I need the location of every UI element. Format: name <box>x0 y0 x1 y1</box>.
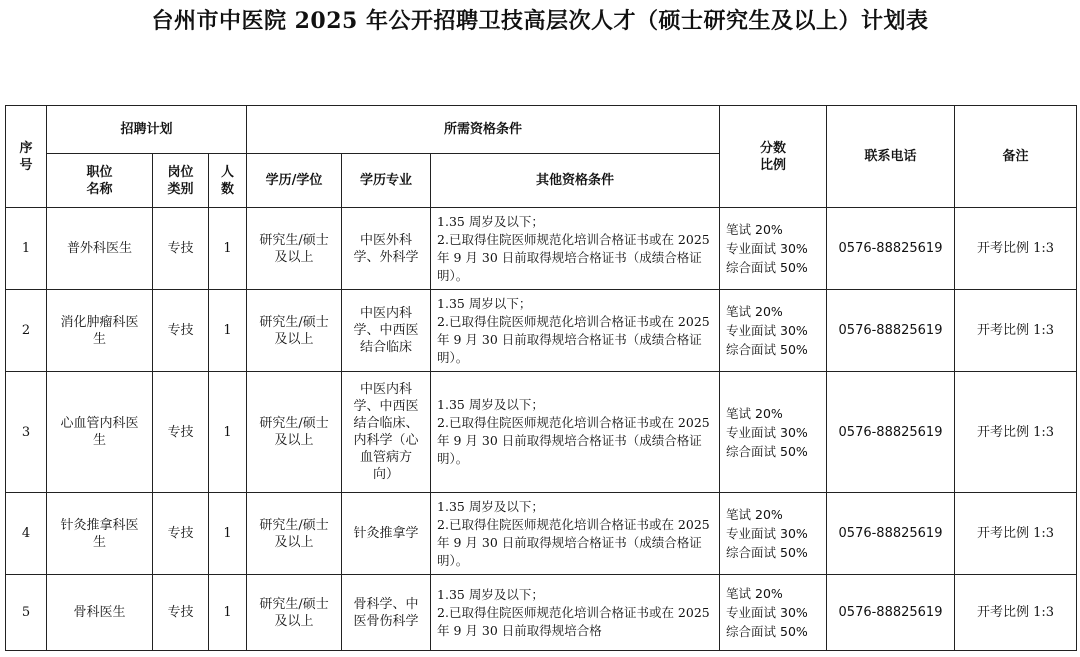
header-category: 岗位类别 <box>153 154 209 208</box>
table-row <box>6 493 1077 575</box>
header-other: 其他资格条件 <box>431 154 720 208</box>
header-phone: 联系电话 <box>827 106 955 208</box>
header-major: 学历专业 <box>342 154 431 208</box>
cell-major: 中医外科学、外科学 <box>342 208 431 290</box>
header-qual-group: 所需资格条件 <box>247 106 720 154</box>
cell-remark: 开考比例 1:3 <box>955 575 1077 651</box>
cell-phone: 0576-88825619 <box>827 372 955 493</box>
header-remark: 备注 <box>955 106 1077 208</box>
header-score-ratio: 分数比例 <box>720 106 827 208</box>
cell-degree: 研究生/硕士及以上 <box>247 290 342 372</box>
cell-position: 骨科医生 <box>47 575 153 651</box>
cell-score-ratio: 笔试 20% 专业面试 30% 综合面试 50% <box>720 208 827 290</box>
cell-major: 骨科学、中医骨伤科学 <box>342 575 431 651</box>
cell-count: 1 <box>209 493 247 575</box>
cell-seq: 4 <box>6 493 47 575</box>
cell-category: 专技 <box>153 290 209 372</box>
cell-phone: 0576-88825619 <box>827 575 955 651</box>
cell-degree: 研究生/硕士及以上 <box>247 372 342 493</box>
cell-position: 消化肿瘤科医生 <box>47 290 153 372</box>
cell-phone: 0576-88825619 <box>827 208 955 290</box>
cell-major: 中医内科学、中西医结合临床 <box>342 290 431 372</box>
cell-count: 1 <box>209 290 247 372</box>
table-row <box>6 208 1077 290</box>
cell-seq: 1 <box>6 208 47 290</box>
recruitment-plan-table <box>5 105 1077 651</box>
cell-category: 专技 <box>153 575 209 651</box>
cell-other-conditions: 1.35 周岁以下； 2.已取得住院医师规范化培训合格证书或在 2025 年 9 月 30 日前取得规培合格证书（成绩合格证明）。 <box>431 290 720 372</box>
cell-position: 针灸推拿科医生 <box>47 493 153 575</box>
cell-major: 中医内科学、中西医结合临床、内科学（心血管病方向） <box>342 372 431 493</box>
cell-count: 1 <box>209 372 247 493</box>
header-degree: 学历/学位 <box>247 154 342 208</box>
cell-major: 针灸推拿学 <box>342 493 431 575</box>
cell-position: 普外科医生 <box>47 208 153 290</box>
cell-remark: 开考比例 1:3 <box>955 493 1077 575</box>
cell-other-conditions: 1.35 周岁及以下； 2.已取得住院医师规范化培训合格证书或在 2025 年 9 月 30 日前取得规培合格 <box>431 575 720 651</box>
header-position: 职位名称 <box>47 154 153 208</box>
cell-score-ratio: 笔试 20% 专业面试 30% 综合面试 50% <box>720 575 827 651</box>
cell-degree: 研究生/硕士及以上 <box>247 575 342 651</box>
cell-count: 1 <box>209 575 247 651</box>
cell-count: 1 <box>209 208 247 290</box>
cell-degree: 研究生/硕士及以上 <box>247 493 342 575</box>
cell-score-ratio: 笔试 20% 专业面试 30% 综合面试 50% <box>720 290 827 372</box>
cell-seq: 2 <box>6 290 47 372</box>
cell-category: 专技 <box>153 372 209 493</box>
header-seq: 序号 <box>6 106 47 208</box>
cell-remark: 开考比例 1:3 <box>955 290 1077 372</box>
cell-other-conditions: 1.35 周岁及以下； 2.已取得住院医师规范化培训合格证书或在 2025 年 9 月 30 日前取得规培合格证书（成绩合格证明）。 <box>431 372 720 493</box>
cell-degree: 研究生/硕士及以上 <box>247 208 342 290</box>
cell-phone: 0576-88825619 <box>827 493 955 575</box>
header-plan-group: 招聘计划 <box>47 106 247 154</box>
cell-seq: 5 <box>6 575 47 651</box>
cell-remark: 开考比例 1:3 <box>955 372 1077 493</box>
table-row <box>6 575 1077 651</box>
cell-other-conditions: 1.35 周岁及以下； 2.已取得住院医师规范化培训合格证书或在 2025 年 9 月 30 日前取得规培合格证书（成绩合格证明）。 <box>431 208 720 290</box>
cell-phone: 0576-88825619 <box>827 290 955 372</box>
cell-position: 心血管内科医生 <box>47 372 153 493</box>
cell-category: 专技 <box>153 493 209 575</box>
cell-score-ratio: 笔试 20% 专业面试 30% 综合面试 50% <box>720 493 827 575</box>
page-title: 台州市中医院 2025 年公开招聘卫技高层次人才（硕士研究生及以上）计划表 <box>151 8 929 34</box>
table-row <box>6 290 1077 372</box>
header-count: 人数 <box>209 154 247 208</box>
cell-score-ratio: 笔试 20% 专业面试 30% 综合面试 50% <box>720 372 827 493</box>
table-row <box>6 372 1077 493</box>
cell-seq: 3 <box>6 372 47 493</box>
cell-other-conditions: 1.35 周岁及以下； 2.已取得住院医师规范化培训合格证书或在 2025 年 9 月 30 日前取得规培合格证书（成绩合格证明）。 <box>431 493 720 575</box>
cell-category: 专技 <box>153 208 209 290</box>
cell-remark: 开考比例 1:3 <box>955 208 1077 290</box>
